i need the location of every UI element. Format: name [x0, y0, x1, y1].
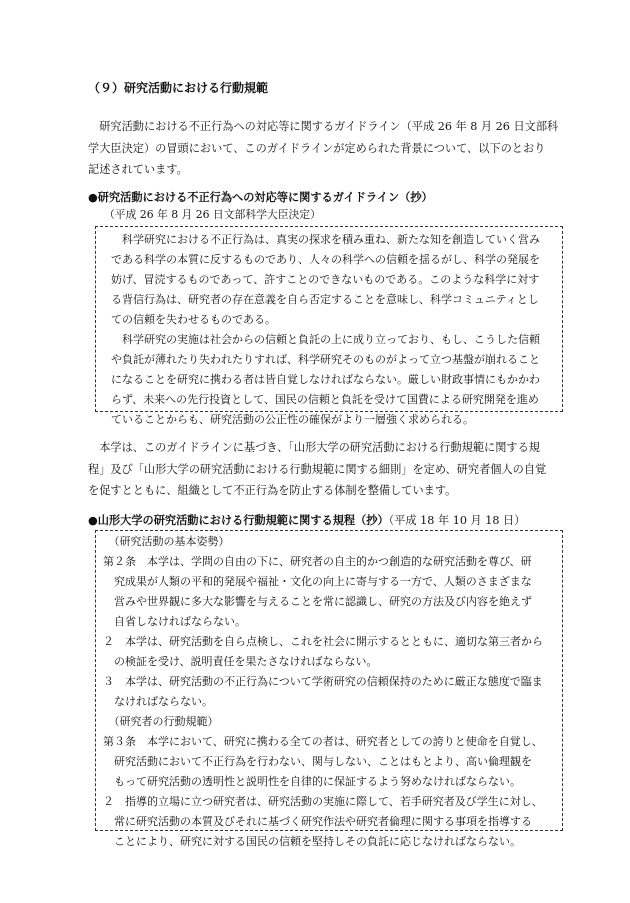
regulation-date-note: （平成 18 年 10 月 18 日）	[388, 514, 526, 527]
regulation-line: 営みや世界観に多大な影響を与えることを常に認識し、研究の方法及び内容を絶えず	[103, 595, 532, 608]
regulation-line: なければならない。	[103, 695, 213, 708]
intro-line: 研究活動における不正行為への対応等に関するガイドライン（平成 26 年 8 月 26 日文部科	[88, 120, 559, 133]
regulation-line: 自省しなければならない。	[103, 615, 246, 628]
intro-line: 記述されています。	[88, 163, 188, 176]
regulation-line: 第３条 本学において、研究に携わる全ての者は、研究者としての誇りと使命を自覚し、	[103, 735, 543, 748]
regulation-heading	[88, 513, 525, 529]
guideline-quote-text	[111, 230, 540, 430]
regulation-line: 常に研究活動の本質及びそれに基づく研究作法や研究者倫理に関する事項を指導する	[103, 815, 532, 828]
quote-line: 科学研究における不正行為は、真実の探求を積み重ね、新たな知を創造していく営み	[111, 233, 540, 246]
quote-line: ていることからも、研究活動の公正性の確保がより一層強く求められる。	[111, 413, 474, 426]
regulation-line: ことにより、研究に対する国民の信頼を堅持しその負託に応じなければならない。	[103, 835, 521, 848]
institution-line: 本学は、このガイドラインに基づき、「山形大学の研究活動における行動規範に関する規	[88, 441, 540, 454]
quote-line: 科学研究の実施は社会からの信頼と負託の上に成り立っており、もし、こうした信頼	[111, 333, 540, 346]
quote-line: らず、未来への先行投資として、国民の信頼と負託を受けて国費による研究開発を進め	[111, 393, 539, 406]
regulation-line: 究成果が人類の平和的発展や福祉・文化の向上に寄与する一方で、人類のさまざまな	[103, 575, 532, 588]
section-title: （９）研究活動における行動規範	[88, 81, 269, 95]
institution-paragraph	[88, 437, 558, 502]
quote-line: ての信頼を失わせるものである。	[111, 313, 276, 326]
regulation-line: 第２条 本学は、学問の自由の下に、研究者の自主的かつ創造的な研究活動を尊び、研	[103, 555, 532, 568]
guideline-date-note: （平成 26 年 8 月 26 日文部科学大臣決定）	[104, 208, 321, 221]
intro-paragraph	[88, 116, 558, 181]
quote-line: 妨げ、冒涜するものであって、許すことのできないものである。このような科学に対す	[111, 273, 540, 286]
regulation-heading-text: ●山形大学の研究活動における行動規範に関する規程（抄）	[88, 514, 389, 527]
quote-line: る背信行為は、研究者の存在意義を自ら否定することを意味し、科学コミュニティとし	[111, 293, 539, 306]
regulation-line: の検証を受け、説明責任を果たさなければならない。	[103, 655, 378, 668]
quote-line: になることを研究に携わる者は皆自覚しなければならない。厳しい財政事情にもかかわ	[111, 373, 540, 386]
regulation-line: ２ 本学は、研究活動を自ら点検し、これを社会に開示するとともに、適切な第三者から	[103, 635, 543, 648]
regulation-line: 研究活動において不正行為を行わない、関与しない、ことはもとより、高い倫理観を	[103, 755, 532, 768]
regulation-line: ３ 本学は、研究活動の不正行為について学術研究の信頼保持のために厳正な態度で臨ま	[103, 675, 543, 688]
regulation-line: （研究活動の基本姿勢）	[103, 535, 230, 548]
regulation-line: もって研究活動の透明性と説明性を自律的に保証するよう努めなければならない。	[103, 775, 521, 788]
quote-line: や負託が薄れたり失われたりすれば、科学研究そのものがよって立つ基盤が崩れること	[111, 353, 540, 366]
guideline-heading: ●研究活動における不正行為への対応等に関するガイドライン（抄）	[88, 191, 433, 204]
quote-line: である科学の本質に反するものであり、人々の科学への信頼を揺るがし、科学の発展を	[111, 253, 540, 266]
institution-line: 程」及び「山形大学の研究活動における行動規範に関する細則」を定め、研究者個人の自覚	[88, 462, 547, 476]
regulation-line: ２ 指導的立場に立つ研究者は、研究活動の実施に際して、若手研究者及び学生に対し、	[103, 795, 543, 808]
regulation-quote-text	[103, 532, 543, 852]
intro-line: 学大臣決定）の冒頭において、このガイドラインが定められた背景について、以下のとおり	[88, 141, 546, 155]
institution-line: を促すとともに、組織として不正行為を防止する体制を整備しています。	[88, 484, 457, 497]
regulation-line: （研究者の行動規範）	[103, 715, 219, 728]
